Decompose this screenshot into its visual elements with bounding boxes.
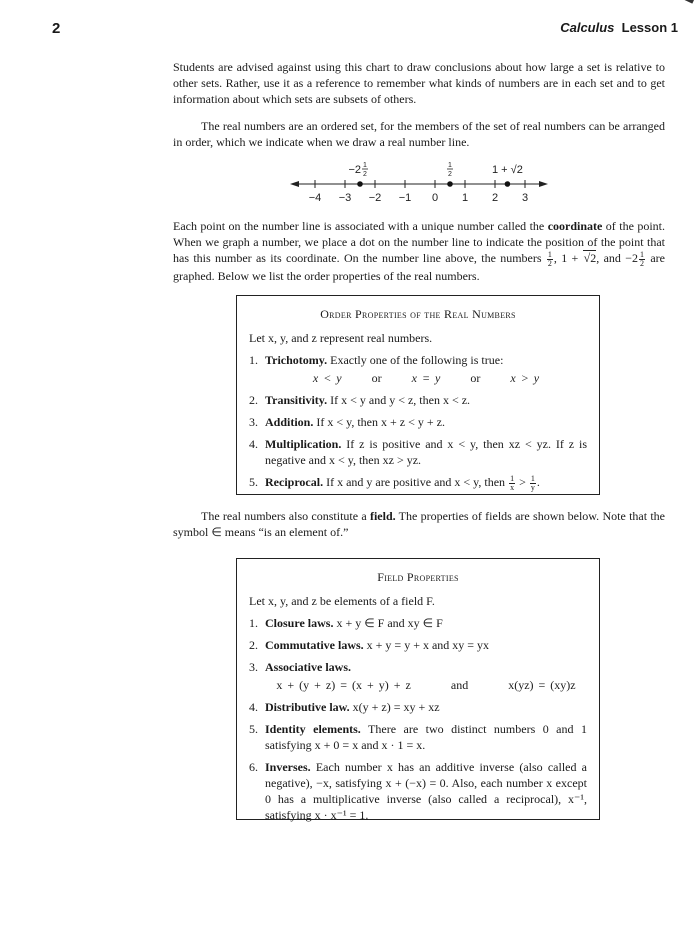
- svg-text:2: 2: [363, 171, 367, 178]
- fraction-one-over-x: $\frac{1}{x}$: [510, 473, 515, 492]
- field-item-closure: 1. Closure laws. x + y ∈ F and xy ∈ F: [249, 616, 443, 630]
- number-line-tick-label: 2: [491, 192, 499, 204]
- field-text-a: The real numbers also constitute a: [201, 509, 370, 523]
- associative-equations: x + (y + z) = (x + y) + z and x(yz) = (xy)z: [276, 678, 576, 692]
- field-item-commutative: 2. Commutative laws. x + y = y + x and xy = yx: [249, 638, 490, 652]
- fraction-one-half-mixed: $\frac{1}{2}$: [640, 249, 645, 268]
- real-number-line: [290, 160, 550, 208]
- svg-text:1: 1: [363, 162, 367, 169]
- field-box-intro: Let x, y, and z be elements of a field F.: [249, 594, 435, 608]
- field-properties-box: [236, 558, 600, 820]
- sqrt-two: √2: [583, 251, 597, 265]
- order-item-trichotomy: 1. Trichotomy. Exactly one of the following is true: x < y or x = y or x > y: [249, 352, 587, 386]
- coordinate-text-c: , 1 +: [553, 251, 583, 265]
- course-title: Calculus: [560, 20, 615, 35]
- svg-text:2: 2: [448, 171, 452, 178]
- number-line-point-label: [447, 162, 453, 178]
- field-box-title: Field Properties: [377, 570, 459, 584]
- field-item-identity: 5. Identity elements. There are two distinct numbers 0 and 1 satisfying x + 0 = x and x · 1 = x.: [249, 722, 587, 752]
- field-text-b: The properties of fields are shown below. Note that the symbol ∈ means “is an element of.”: [173, 509, 665, 539]
- paragraph-ordered-set: The real numbers are an ordered set, for the members of the set of real numbers can be arranged in order, which we indicate when we draw a real number line.: [173, 119, 665, 149]
- paragraph-chart-advice: Students are advised against using this chart to draw conclusions about how large a set is relative to other sets. Rather, use it as a reference to remember what kinds of numbers are in each set and to get information about which sets are subsets of others.: [173, 60, 665, 106]
- svg-text:1 + √2: 1 + √2: [492, 164, 523, 176]
- coordinate-text-e: are graphed. Below we list the order properties of the real numbers.: [173, 251, 665, 283]
- coordinate-text-d: , and −2: [596, 251, 639, 265]
- scan-corner-mark: [680, 0, 694, 4]
- paragraph-coordinate: [173, 218, 665, 284]
- field-item-associative: 3. Associative laws. x + (y + z) = (x + y) + z and x(yz) = (xy)z: [249, 659, 587, 693]
- number-line-tick-label: −1: [398, 192, 412, 204]
- number-line-tick-label: 1: [461, 192, 469, 204]
- field-item-inverses: 6. Inverses. Each number x has an additive inverse (also called a negative), −x, satisfying x + (−x) = 0. Also, each number x except 0 has a multiplicative inverse (also called a reciprocal), x⁻¹, satisfying x · x⁻¹ = 1.: [249, 760, 587, 822]
- number-line-point: [505, 181, 511, 187]
- number-line-point: [357, 181, 363, 187]
- fraction-one-over-y: $\frac{1}{y}$: [530, 473, 535, 492]
- number-line-tick-label: 3: [521, 192, 529, 204]
- number-line-tick-label: −3: [338, 192, 352, 204]
- order-box-intro: Let x, y, and z represent real numbers.: [249, 331, 433, 345]
- number-line-point: [447, 181, 453, 187]
- number-line-point-label: [348, 162, 368, 178]
- coordinate-term: coordinate: [547, 219, 603, 233]
- coordinate-text-b: of the point. When we graph a number, we place a dot on the number line to indicate the position of the point that has this number as its coordinate. On the number line above, the numbers: [173, 219, 665, 265]
- order-item-transitivity: 2. Transitivity. If x < y and y < z, then x < z.: [249, 393, 471, 407]
- field-item-distributive: 4. Distributive law. x(y + z) = xy + xz: [249, 700, 440, 714]
- order-item-addition: 3. Addition. If x < y, then x + z < y + z.: [249, 415, 445, 429]
- order-box-title: Order Properties of the Real Numbers: [320, 307, 516, 321]
- trichotomy-cases: x < y or x = y or x > y: [312, 371, 540, 385]
- lesson-title: Lesson 1: [621, 20, 678, 35]
- order-item-reciprocal: 5. Reciprocal. If x and y are positive and x < y, then $\frac{1}{x}$ > $\frac{1}{y}$ .: [249, 473, 540, 492]
- field-term: field.: [369, 509, 396, 523]
- number-line-tick-label: 0: [431, 192, 439, 204]
- svg-text:−2: −2: [348, 164, 361, 176]
- paragraph-field: [173, 508, 665, 540]
- order-properties-box: [236, 295, 600, 495]
- fraction-one-half: $\frac{1}{2}$: [547, 249, 552, 268]
- number-line-tick-label: −4: [308, 192, 322, 204]
- order-item-multiplication: 4. Multiplication. If z is positive and x < y, then xz < yz. If z is negative and x < y, then xz > yz.: [249, 437, 587, 467]
- running-head: [560, 20, 678, 35]
- page-number: 2: [52, 20, 61, 37]
- svg-text:1: 1: [448, 162, 452, 169]
- number-line-tick-label: −2: [368, 192, 382, 204]
- coordinate-text-a: Each point on the number line is associated with a unique number called the: [173, 219, 548, 233]
- number-line-point-label: [492, 164, 523, 176]
